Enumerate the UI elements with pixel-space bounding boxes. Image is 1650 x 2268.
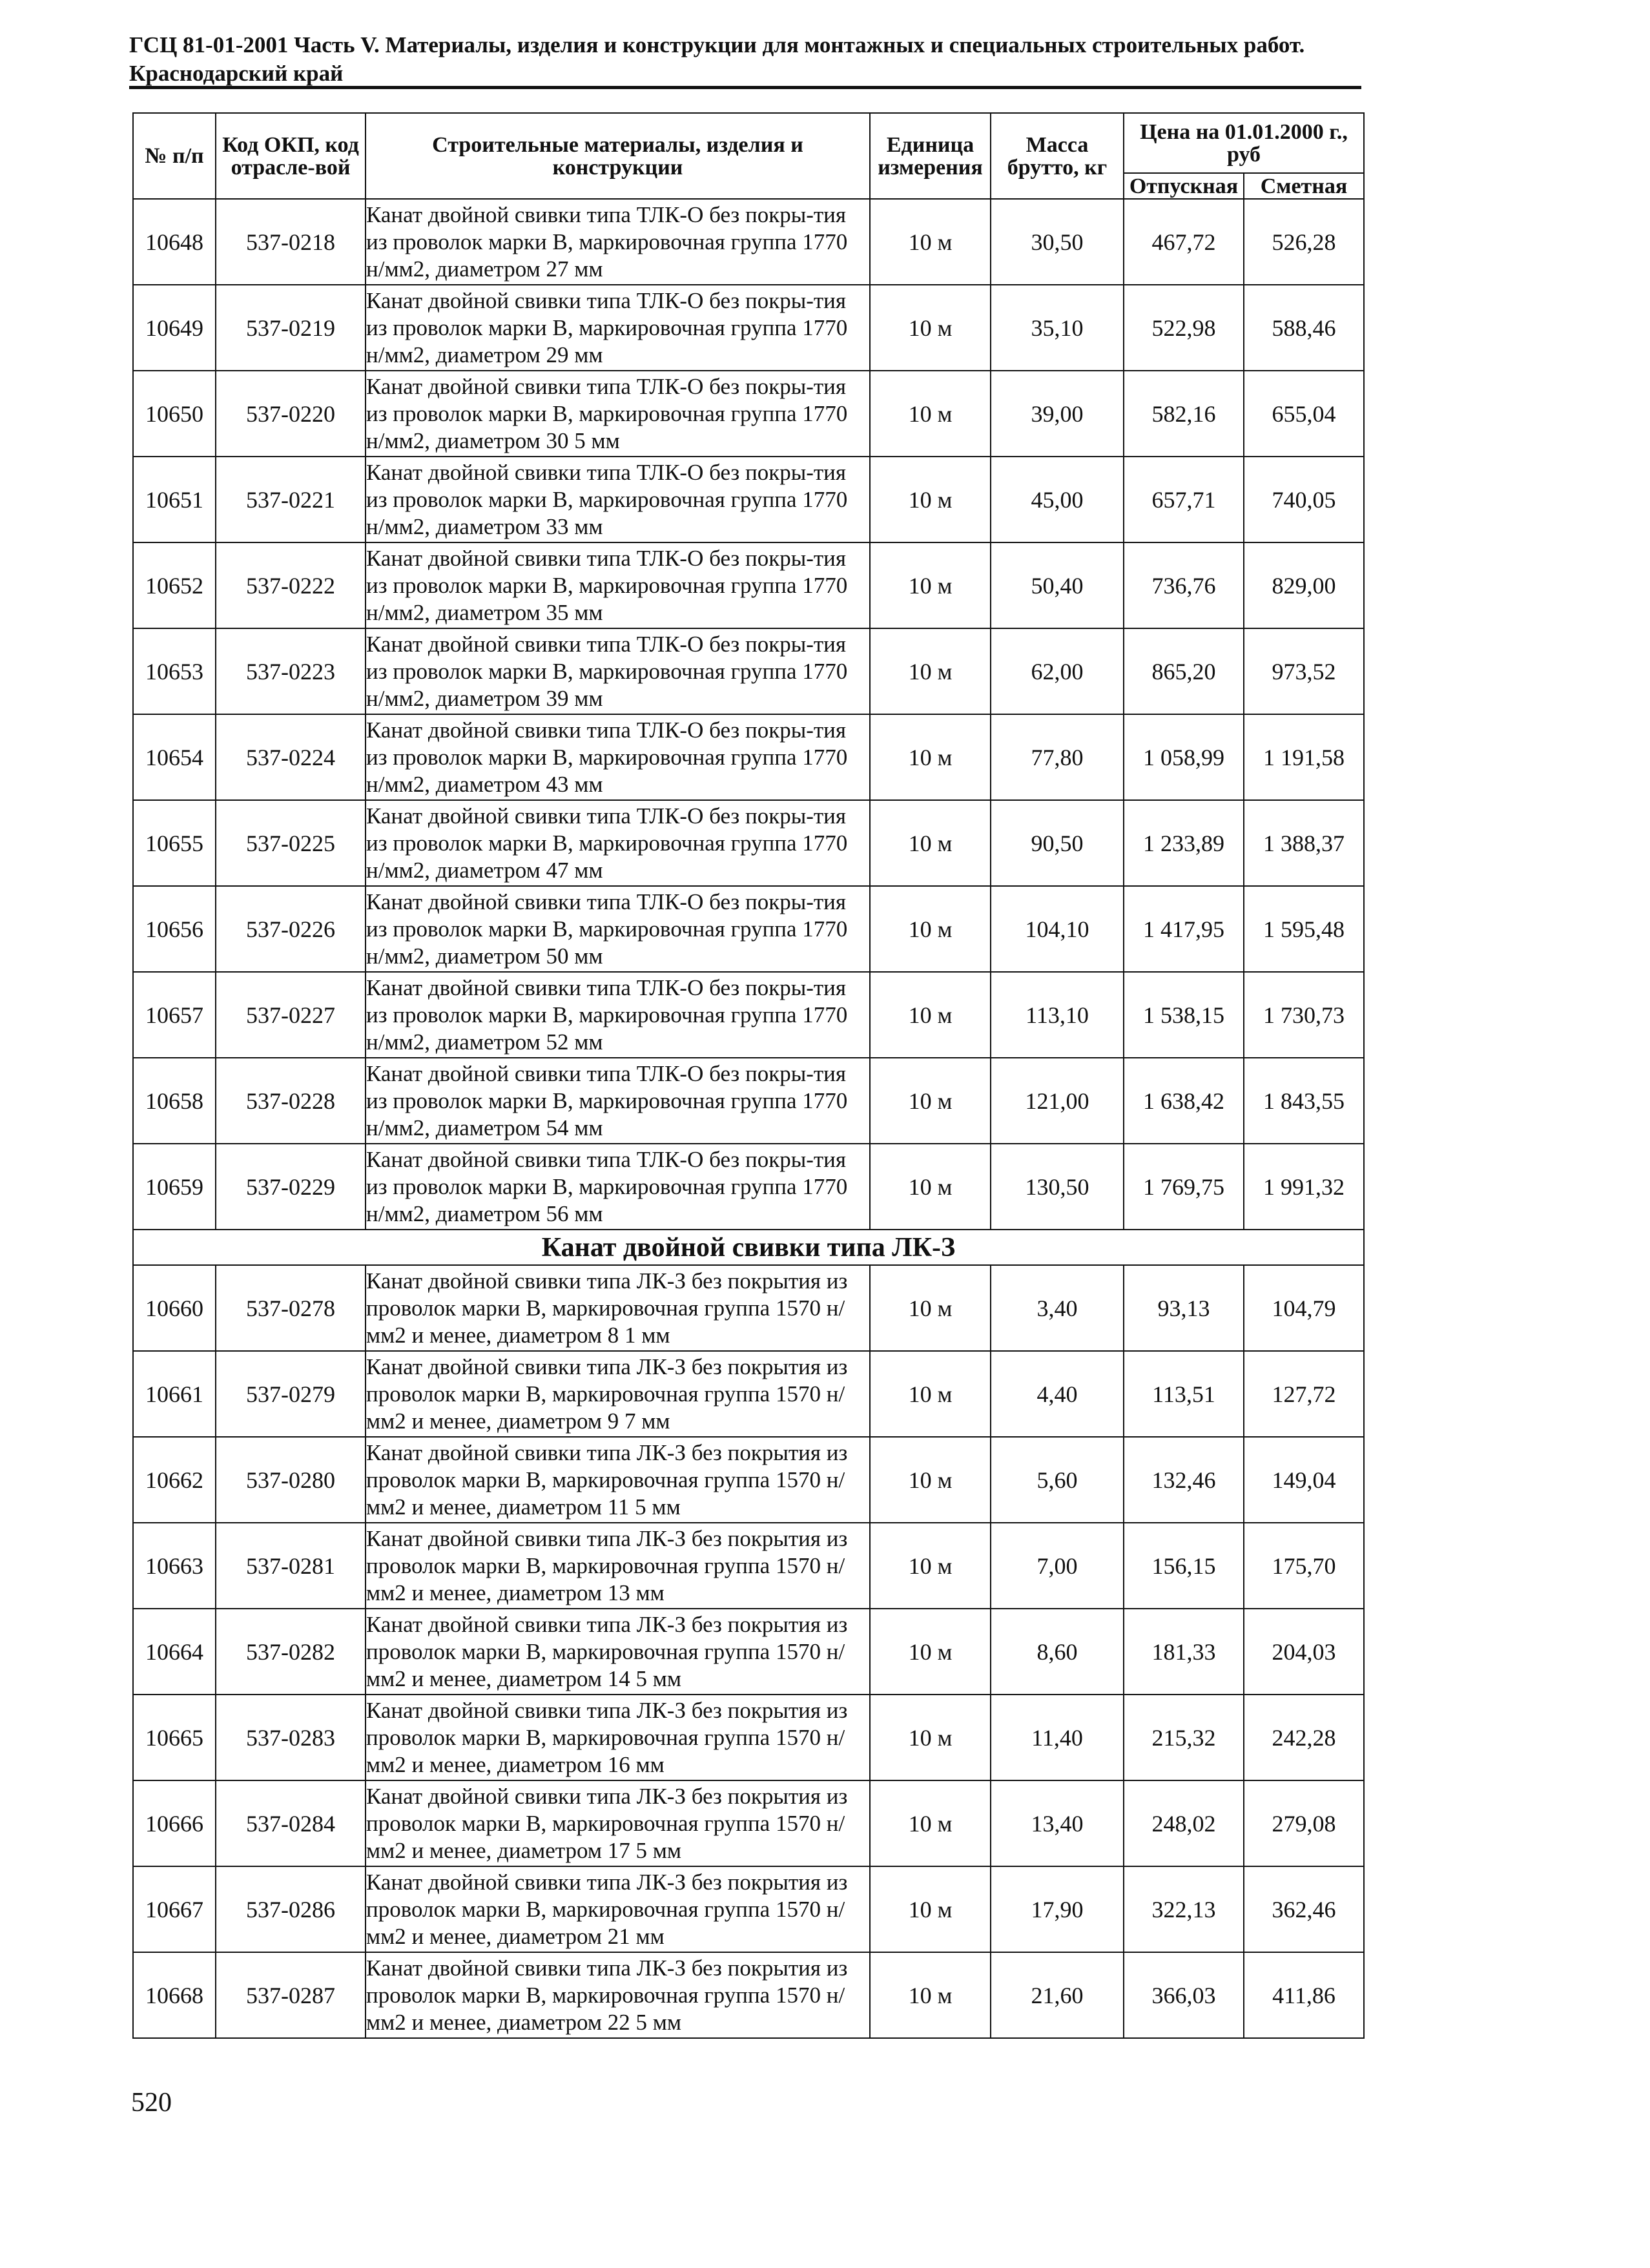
release-price: 113,51 [1124,1351,1244,1437]
unit-of-measure: 10 м [870,886,991,972]
material-description: Канат двойной свивки типа ЛК-З без покрытия из проволок марки В, маркировочная группа 1570 н/мм2 и менее, диаметром 9 7 мм [366,1351,870,1437]
gross-mass: 30,50 [991,199,1124,285]
release-price: 657,71 [1124,457,1244,542]
unit-of-measure: 10 м [870,371,991,457]
gross-mass: 121,00 [991,1058,1124,1144]
estimate-price: 127,72 [1244,1351,1364,1437]
material-description: Канат двойной свивки типа ТЛК-О без покры-тия из проволок марки В, маркировочная группа 1770 н/мм2, диаметром 39 мм [366,628,870,714]
release-price: 215,32 [1124,1695,1244,1780]
okp-code: 537-0226 [216,886,366,972]
okp-code: 537-0282 [216,1609,366,1695]
table-row [133,1866,1364,1952]
unit-of-measure: 10 м [870,1609,991,1695]
row-number: 10656 [133,886,216,972]
table-body [133,199,1364,2038]
unit-of-measure: 10 м [870,1437,991,1523]
release-price: 522,98 [1124,285,1244,371]
row-number: 10667 [133,1866,216,1952]
table-header-row [133,113,1364,173]
table-row [133,1952,1364,2038]
estimate-price: 1 595,48 [1244,886,1364,972]
col-header-price-release: Отпускная [1124,173,1244,199]
gross-mass: 45,00 [991,457,1124,542]
unit-of-measure: 10 м [870,542,991,628]
gross-mass: 39,00 [991,371,1124,457]
release-price: 366,03 [1124,1952,1244,2038]
estimate-price: 411,86 [1244,1952,1364,2038]
material-description: Канат двойной свивки типа ТЛК-О без покры-тия из проволок марки В, маркировочная группа 1770 н/мм2, диаметром 54 мм [366,1058,870,1144]
table-row [133,285,1364,371]
estimate-price: 1 388,37 [1244,800,1364,886]
okp-code: 537-0279 [216,1351,366,1437]
gross-mass: 17,90 [991,1866,1124,1952]
material-description: Канат двойной свивки типа ТЛК-О без покры-тия из проволок марки В, маркировочная группа 1770 н/мм2, диаметром 52 мм [366,972,870,1058]
material-description: Канат двойной свивки типа ТЛК-О без покры-тия из проволок марки В, маркировочная группа 1770 н/мм2, диаметром 30 5 мм [366,371,870,457]
table-row [133,1437,1364,1523]
material-description: Канат двойной свивки типа ЛК-З без покрытия из проволок марки В, маркировочная группа 1570 н/мм2 и менее, диаметром 17 5 мм [366,1780,870,1866]
okp-code: 537-0283 [216,1695,366,1780]
estimate-price: 362,46 [1244,1866,1364,1952]
unit-of-measure: 10 м [870,972,991,1058]
estimate-price: 1 843,55 [1244,1058,1364,1144]
release-price: 582,16 [1124,371,1244,457]
row-number: 10662 [133,1437,216,1523]
section-title: Канат двойной свивки типа ЛК-З [133,1230,1364,1265]
estimate-price: 175,70 [1244,1523,1364,1609]
okp-code: 537-0281 [216,1523,366,1609]
gross-mass: 62,00 [991,628,1124,714]
table-row [133,800,1364,886]
okp-code: 537-0220 [216,371,366,457]
row-number: 10666 [133,1780,216,1866]
row-number: 10654 [133,714,216,800]
gross-mass: 113,10 [991,972,1124,1058]
row-number: 10664 [133,1609,216,1695]
okp-code: 537-0284 [216,1780,366,1866]
release-price: 1 638,42 [1124,1058,1244,1144]
unit-of-measure: 10 м [870,1952,991,2038]
material-description: Канат двойной свивки типа ТЛК-О без покры-тия из проволок марки В, маркировочная группа 1770 н/мм2, диаметром 33 мм [366,457,870,542]
estimate-price: 655,04 [1244,371,1364,457]
okp-code: 537-0221 [216,457,366,542]
unit-of-measure: 10 м [870,1695,991,1780]
material-description: Канат двойной свивки типа ЛК-З без покрытия из проволок марки В, маркировочная группа 1570 н/мм2 и менее, диаметром 14 5 мм [366,1609,870,1695]
col-header-mass: Масса брутто, кг [991,113,1124,199]
release-price: 467,72 [1124,199,1244,285]
gross-mass: 50,40 [991,542,1124,628]
col-header-num: № п/п [133,113,216,199]
col-header-unit: Единица измерения [870,113,991,199]
table-row [133,628,1364,714]
okp-code: 537-0278 [216,1265,366,1351]
okp-code: 537-0228 [216,1058,366,1144]
release-price: 93,13 [1124,1265,1244,1351]
row-number: 10657 [133,972,216,1058]
release-price: 1 058,99 [1124,714,1244,800]
material-description: Канат двойной свивки типа ТЛК-О без покры-тия из проволок марки В, маркировочная группа 1770 н/мм2, диаметром 47 мм [366,800,870,886]
table-row [133,1523,1364,1609]
table-row [133,199,1364,285]
gross-mass: 11,40 [991,1695,1124,1780]
table-row [133,1265,1364,1351]
row-number: 10648 [133,199,216,285]
unit-of-measure: 10 м [870,1265,991,1351]
release-price: 736,76 [1124,542,1244,628]
unit-of-measure: 10 м [870,714,991,800]
material-description: Канат двойной свивки типа ТЛК-О без покры-тия из проволок марки В, маркировочная группа 1770 н/мм2, диаметром 29 мм [366,285,870,371]
release-price: 322,13 [1124,1866,1244,1952]
gross-mass: 90,50 [991,800,1124,886]
okp-code: 537-0227 [216,972,366,1058]
okp-code: 537-0287 [216,1952,366,2038]
gross-mass: 13,40 [991,1780,1124,1866]
estimate-price: 740,05 [1244,457,1364,542]
estimate-price: 149,04 [1244,1437,1364,1523]
unit-of-measure: 10 м [870,199,991,285]
okp-code: 537-0225 [216,800,366,886]
okp-code: 537-0218 [216,199,366,285]
col-header-code: Код ОКП, код отрасле-вой [216,113,366,199]
table-row [133,714,1364,800]
release-price: 865,20 [1124,628,1244,714]
table-row [133,886,1364,972]
material-description: Канат двойной свивки типа ЛК-З без покрытия из проволок марки В, маркировочная группа 1570 н/мм2 и менее, диаметром 21 мм [366,1866,870,1952]
row-number: 10655 [133,800,216,886]
estimate-price: 204,03 [1244,1609,1364,1695]
material-description: Канат двойной свивки типа ЛК-З без покрытия из проволок марки В, маркировочная группа 1570 н/мм2 и менее, диаметром 13 мм [366,1523,870,1609]
table-row [133,1609,1364,1695]
row-number: 10668 [133,1952,216,2038]
estimate-price: 279,08 [1244,1780,1364,1866]
table-row [133,1780,1364,1866]
row-number: 10650 [133,371,216,457]
unit-of-measure: 10 м [870,1866,991,1952]
unit-of-measure: 10 м [870,285,991,371]
estimate-price: 526,28 [1244,199,1364,285]
col-header-price-estimate: Сметная [1244,173,1364,199]
release-price: 1 538,15 [1124,972,1244,1058]
table-row [133,972,1364,1058]
okp-code: 537-0224 [216,714,366,800]
unit-of-measure: 10 м [870,1058,991,1144]
gross-mass: 104,10 [991,886,1124,972]
row-number: 10665 [133,1695,216,1780]
estimate-price: 1 991,32 [1244,1144,1364,1230]
row-number: 10649 [133,285,216,371]
okp-code: 537-0223 [216,628,366,714]
material-description: Канат двойной свивки типа ТЛК-О без покры-тия из проволок марки В, маркировочная группа 1770 н/мм2, диаметром 56 мм [366,1144,870,1230]
material-description: Канат двойной свивки типа ТЛК-О без покры-тия из проволок марки В, маркировочная группа 1770 н/мм2, диаметром 50 мм [366,886,870,972]
unit-of-measure: 10 м [870,1144,991,1230]
estimate-price: 242,28 [1244,1695,1364,1780]
material-description: Канат двойной свивки типа ЛК-З без покрытия из проволок марки В, маркировочная группа 1570 н/мм2 и менее, диаметром 22 5 мм [366,1952,870,2038]
header-title: ГСЦ 81-01-2001 Часть V. Материалы, изделия и конструкции для монтажных и специальных строительных работ. [129,32,1305,57]
okp-code: 537-0229 [216,1144,366,1230]
gross-mass: 7,00 [991,1523,1124,1609]
estimate-price: 973,52 [1244,628,1364,714]
table-row [133,542,1364,628]
estimate-price: 1 730,73 [1244,972,1364,1058]
price-table [132,112,1365,2039]
okp-code: 537-0222 [216,542,366,628]
estimate-price: 829,00 [1244,542,1364,628]
gross-mass: 8,60 [991,1609,1124,1695]
okp-code: 537-0219 [216,285,366,371]
gross-mass: 5,60 [991,1437,1124,1523]
release-price: 181,33 [1124,1609,1244,1695]
row-number: 10663 [133,1523,216,1609]
release-price: 1 417,95 [1124,886,1244,972]
unit-of-measure: 10 м [870,1351,991,1437]
material-description: Канат двойной свивки типа ТЛК-О без покры-тия из проволок марки В, маркировочная группа 1770 н/мм2, диаметром 35 мм [366,542,870,628]
gross-mass: 35,10 [991,285,1124,371]
estimate-price: 104,79 [1244,1265,1364,1351]
table-row [133,1351,1364,1437]
row-number: 10652 [133,542,216,628]
gross-mass: 130,50 [991,1144,1124,1230]
material-description: Канат двойной свивки типа ТЛК-О без покры-тия из проволок марки В, маркировочная группа 1770 н/мм2, диаметром 43 мм [366,714,870,800]
estimate-price: 1 191,58 [1244,714,1364,800]
release-price: 156,15 [1124,1523,1244,1609]
material-description: Канат двойной свивки типа ЛК-З без покрытия из проволок марки В, маркировочная группа 1570 н/мм2 и менее, диаметром 11 5 мм [366,1437,870,1523]
material-description: Канат двойной свивки типа ЛК-З без покрытия из проволок марки В, маркировочная группа 1570 н/мм2 и менее, диаметром 16 мм [366,1695,870,1780]
col-header-price-group: Цена на 01.01.2000 г., руб [1124,113,1364,173]
release-price: 248,02 [1124,1780,1244,1866]
gross-mass: 77,80 [991,714,1124,800]
row-number: 10653 [133,628,216,714]
table-row [133,1144,1364,1230]
material-description: Канат двойной свивки типа ТЛК-О без покры-тия из проволок марки В, маркировочная группа 1770 н/мм2, диаметром 27 мм [366,199,870,285]
row-number: 10651 [133,457,216,542]
page-header [129,31,1356,88]
release-price: 132,46 [1124,1437,1244,1523]
release-price: 1 233,89 [1124,800,1244,886]
unit-of-measure: 10 м [870,457,991,542]
table-row [133,1058,1364,1144]
gross-mass: 4,40 [991,1351,1124,1437]
row-number: 10658 [133,1058,216,1144]
okp-code: 537-0286 [216,1866,366,1952]
header-divider [129,86,1361,89]
gross-mass: 3,40 [991,1265,1124,1351]
page-number: 520 [131,2088,172,2118]
row-number: 10661 [133,1351,216,1437]
gross-mass: 21,60 [991,1952,1124,2038]
table-row [133,1695,1364,1780]
header-region: Краснодарский край [129,61,344,86]
unit-of-measure: 10 м [870,1780,991,1866]
table-row [133,457,1364,542]
row-number: 10660 [133,1265,216,1351]
unit-of-measure: 10 м [870,1523,991,1609]
row-number: 10659 [133,1144,216,1230]
section-header-row [133,1230,1364,1265]
unit-of-measure: 10 м [870,628,991,714]
release-price: 1 769,75 [1124,1144,1244,1230]
material-description: Канат двойной свивки типа ЛК-З без покрытия из проволок марки В, маркировочная группа 1570 н/мм2 и менее, диаметром 8 1 мм [366,1265,870,1351]
unit-of-measure: 10 м [870,800,991,886]
okp-code: 537-0280 [216,1437,366,1523]
table-row [133,371,1364,457]
estimate-price: 588,46 [1244,285,1364,371]
col-header-name: Строительные материалы, изделия и конструкции [366,113,870,199]
